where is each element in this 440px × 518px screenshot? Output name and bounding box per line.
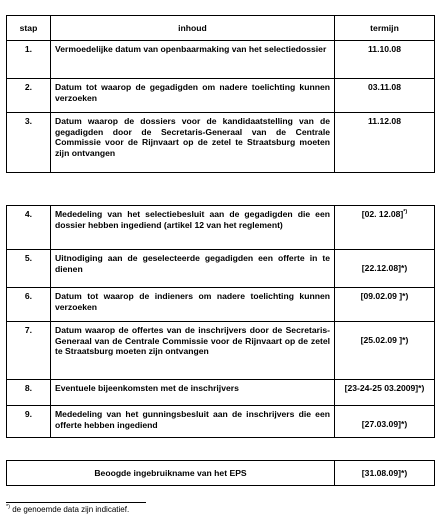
header-stap: stap bbox=[7, 16, 51, 41]
step-number: 9. bbox=[7, 406, 51, 438]
eps-commissioning-label: Beoogde ingebruikname van het EPS bbox=[7, 461, 335, 486]
step-content: Mededeling van het selectiebesluit aan de gegadigden die een dossier hebben ingediend (artikel 12 van het reglement) bbox=[51, 206, 335, 250]
step-date bbox=[335, 250, 435, 288]
table-row bbox=[7, 113, 435, 173]
step-content: Uitnodiging aan de geselecteerde gegadigden een offerte in te dienen bbox=[51, 250, 335, 288]
footnote bbox=[6, 505, 129, 515]
step-date-text: [27.03.09]*) bbox=[361, 419, 408, 429]
footnote-text: de genoemde data zijn indicatief. bbox=[9, 505, 130, 514]
step-number: 6. bbox=[7, 288, 51, 322]
table-row bbox=[7, 79, 435, 113]
step-number: 5. bbox=[7, 250, 51, 288]
schedule-table-1 bbox=[6, 15, 435, 173]
step-date: 03.11.08 bbox=[335, 79, 435, 113]
step-number: 3. bbox=[7, 113, 51, 173]
step-date bbox=[335, 322, 435, 380]
step-number: 7. bbox=[7, 322, 51, 380]
header-termijn: termijn bbox=[335, 16, 435, 41]
header-inhoud: inhoud bbox=[51, 16, 335, 41]
step-content: Vermoedelijke datum van openbaarmaking van het selectiedossier bbox=[51, 41, 335, 79]
footnote-marker: *) bbox=[403, 209, 408, 215]
schedule-table-3 bbox=[6, 460, 435, 486]
step-content: Datum tot waarop de gegadigden om nadere toelichting kunnen verzoeken bbox=[51, 79, 335, 113]
step-date: 11.10.08 bbox=[335, 41, 435, 79]
step-number: 1. bbox=[7, 41, 51, 79]
step-date bbox=[335, 206, 435, 250]
step-content: Datum waarop de dossiers voor de kandidaatstelling van de gegadigden door de Secretaris-Generaal van de Centrale Commissie voor de Rijnvaart op de zetel te Straatsburg moeten zijn ontvangen bbox=[51, 113, 335, 173]
step-date: [09.02.09 ]*) bbox=[335, 288, 435, 322]
table-row bbox=[7, 406, 435, 438]
step-content: Datum waarop de offertes van de inschrijvers door de Secretaris-Generaal van de Centrale Commissie voor de Rijnvaart op de zetel te Straatsburg moeten zijn ontvangen bbox=[51, 322, 335, 380]
table-row bbox=[7, 250, 435, 288]
table-row bbox=[7, 288, 435, 322]
step-date-text: [22.12.08]*) bbox=[361, 263, 408, 273]
table-row bbox=[7, 322, 435, 380]
step-date: [23-24-25 03.2009]*) bbox=[335, 380, 435, 406]
step-date bbox=[335, 406, 435, 438]
step-number: 4. bbox=[7, 206, 51, 250]
table-row bbox=[7, 41, 435, 79]
schedule-table-2 bbox=[6, 205, 435, 438]
step-date-text: [25.02.09 ]*) bbox=[360, 335, 409, 345]
table-row bbox=[7, 461, 435, 486]
footnote-marker: *) bbox=[6, 504, 10, 510]
step-date-text: [02. 12.08] bbox=[361, 209, 404, 219]
table-row bbox=[7, 380, 435, 406]
step-content: Eventuele bijeenkomsten met de inschrijvers bbox=[51, 380, 335, 406]
step-content: Datum tot waarop de indieners om nadere toelichting kunnen verzoeken bbox=[51, 288, 335, 322]
table-row bbox=[7, 206, 435, 250]
eps-commissioning-date: [31.08.09]*) bbox=[335, 461, 435, 486]
step-content: Mededeling van het gunningsbesluit aan de inschrijvers die een offerte hebben ingediend bbox=[51, 406, 335, 438]
step-number: 8. bbox=[7, 380, 51, 406]
table-header-row bbox=[7, 16, 435, 41]
step-number: 2. bbox=[7, 79, 51, 113]
step-date: 11.12.08 bbox=[335, 113, 435, 173]
footnote-divider bbox=[6, 502, 146, 503]
